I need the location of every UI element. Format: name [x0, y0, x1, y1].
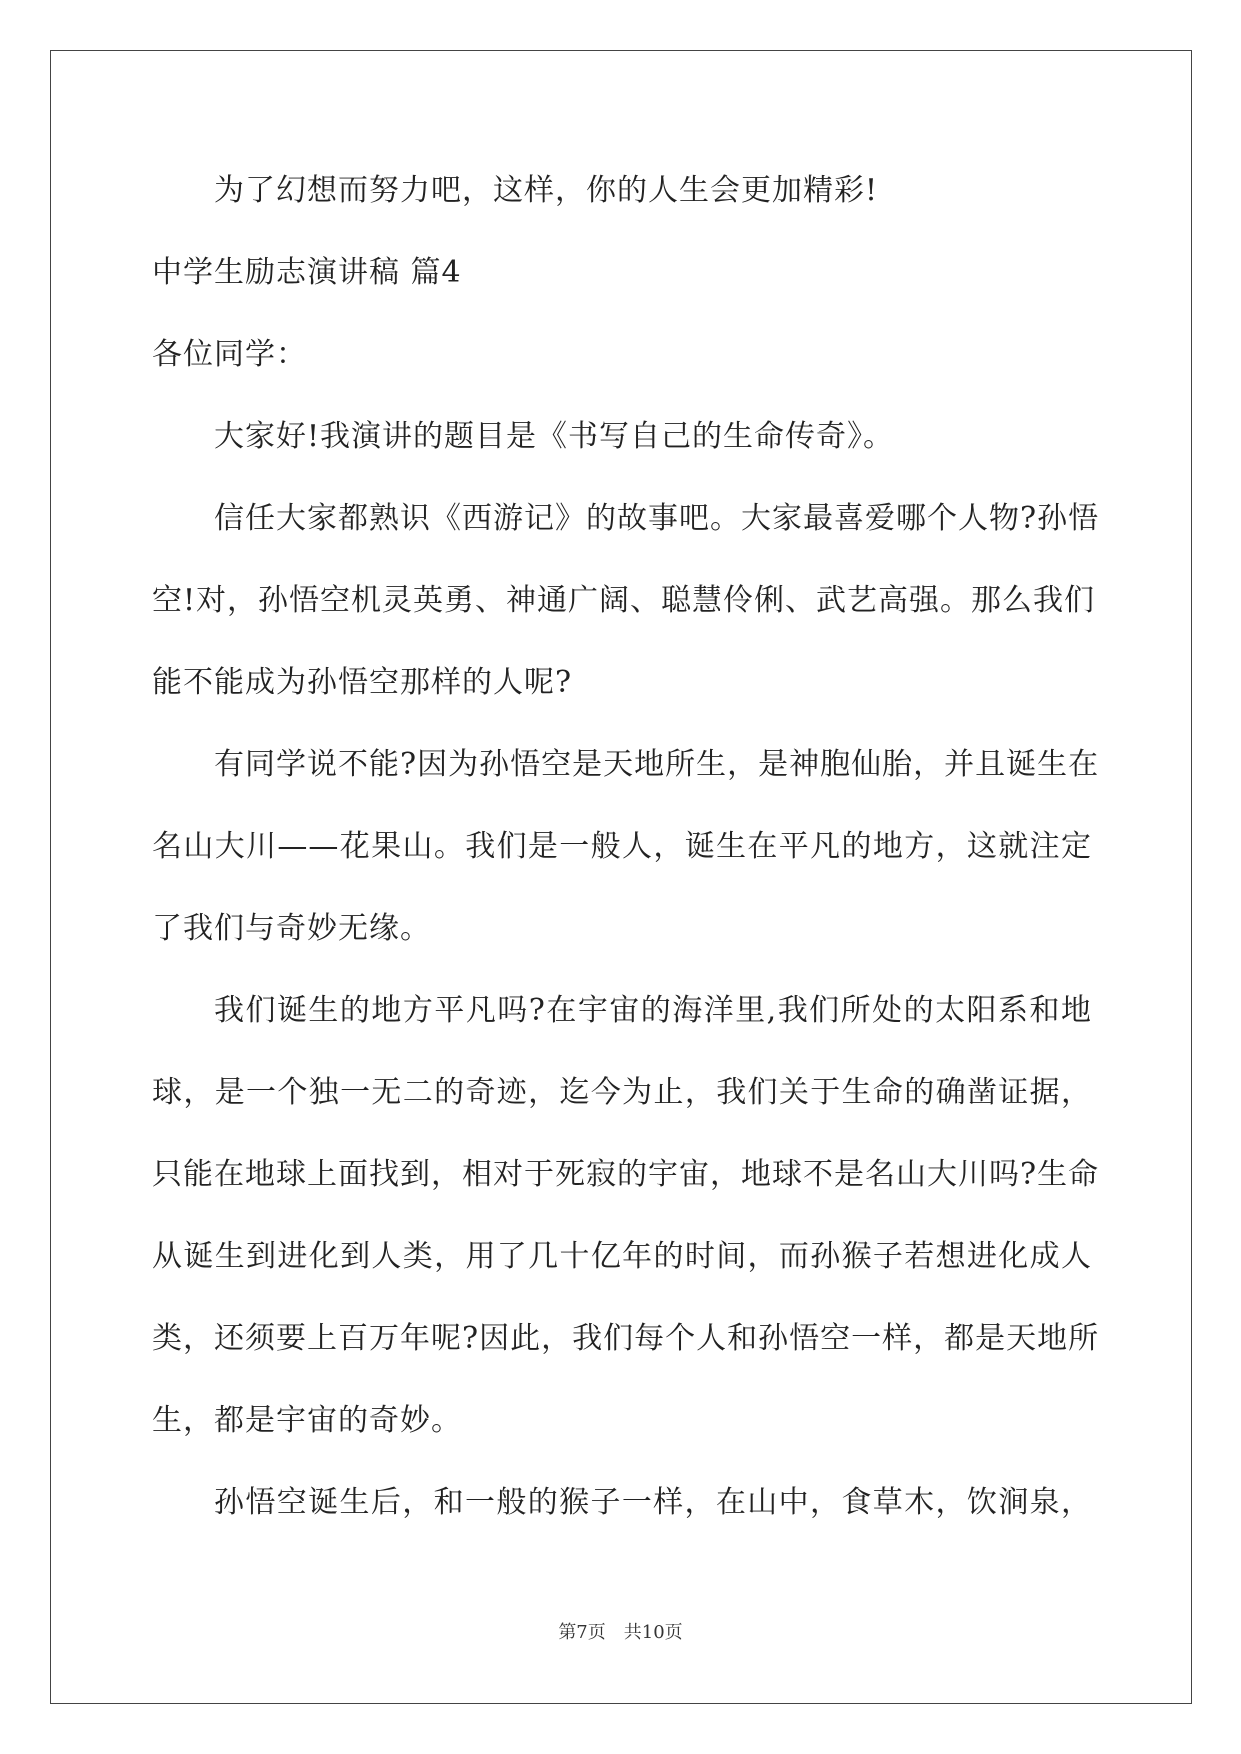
- paragraph-line: 有同学说不能?因为孙悟空是天地所生，是神胞仙胎，并且诞生在: [214, 747, 1100, 782]
- section-heading: 中学生励志演讲稿 篇4: [152, 255, 462, 290]
- paragraph-line: 只能在地球上面找到，相对于死寂的宇宙，地球不是名山大川吗?生命: [152, 1157, 1100, 1192]
- paragraph-line: 大家好!我演讲的题目是《书写自己的生命传奇》。: [214, 419, 895, 454]
- paragraph-line: 类，还须要上百万年呢?因此，我们每个人和孙悟空一样，都是天地所: [152, 1321, 1100, 1356]
- paragraph-line: 为了幻想而努力吧，这样，你的人生会更加精彩!: [214, 173, 879, 208]
- paragraph-line: 能不能成为孙悟空那样的人呢?: [152, 665, 573, 700]
- paragraph-line: 球，是一个独一无二的奇迹，迄今为止，我们关于生命的确凿证据，: [152, 1075, 1092, 1110]
- paragraph-line: 我们诞生的地方平凡吗?在宇宙的海洋里,我们所处的太阳系和地: [214, 993, 1092, 1028]
- paragraph-line: 孙悟空诞生后，和一般的猴子一样，在山中，食草木，饮涧泉，: [214, 1485, 1092, 1520]
- page-number-footer: 第7页 共10页: [558, 1622, 683, 1643]
- paragraph-line: 从诞生到进化到人类，用了几十亿年的时间，而孙猴子若想进化成人: [152, 1239, 1092, 1274]
- paragraph-line: 信任大家都熟识《西游记》的故事吧。大家最喜爱哪个人物?孙悟: [214, 501, 1100, 536]
- paragraph-line: 生，都是宇宙的奇妙。: [152, 1403, 462, 1438]
- paragraph-line: 了我们与奇妙无缘。: [152, 911, 431, 946]
- paragraph-line: 空!对，孙悟空机灵英勇、神通广阔、聪慧伶俐、武艺高强。那么我们: [152, 583, 1096, 618]
- paragraph-line: 名山大川——花果山。我们是一般人，诞生在平凡的地方，这就注定: [152, 829, 1092, 864]
- salutation: 各位同学：: [152, 337, 307, 372]
- document-body: [152, 150, 1100, 1544]
